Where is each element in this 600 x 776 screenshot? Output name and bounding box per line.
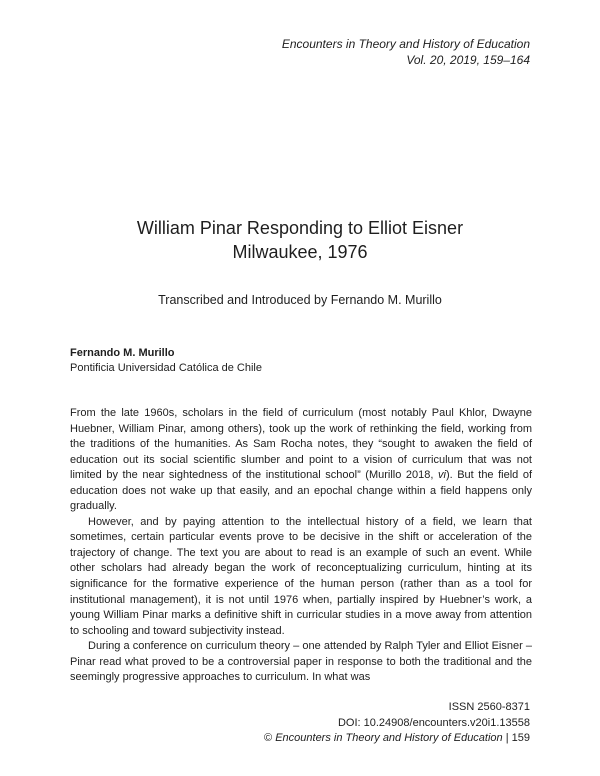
title-line-1: William Pinar Responding to Elliot Eisner [136, 218, 464, 238]
volume-info: Vol. 20, 2019, 159–164 [406, 53, 530, 67]
author-block [70, 346, 262, 376]
journal-name: Encounters in Theory and History of Education [281, 37, 530, 51]
author-affiliation: Pontificia Universidad Católica de Chile [70, 362, 262, 374]
article-subtitle: Transcribed and Introduced by Fernando M. Murillo [158, 293, 442, 307]
body-text [70, 406, 532, 686]
paragraph-2: However, and by paying attention to the intellectual history of a field, we learn that sometimes, certain particular events prove to be decisive in the shift or acceleration of the trajectory of change. The text you are about to read is an example of such an event. While other scholars had already began the work of reconceptualizing curriculum, hinting at its significance for the formative experience of the human person (rather than as a tool for institutional management), it is not until 1976 when, partially inspired by Huebner’s work, a young William Pinar marks a definitive shift in curricular studies in a move away from attention to schooling and toward subjectivity instead. [70, 515, 532, 637]
title-line-2: Milwaukee, 1976 [232, 242, 368, 262]
footer-journal-name: Encounters in Theory and History of Education [275, 732, 503, 744]
article-title [0, 216, 600, 264]
footer-journal-line [264, 731, 530, 747]
doi: DOI: 10.24908/encounters.v20i1.13558 [337, 716, 530, 729]
page-footer [264, 700, 530, 747]
author-name: Fernando M. Murillo [70, 347, 175, 359]
issn: ISSN 2560-8371 [448, 701, 530, 713]
paragraph-1-text-b: ). But the field of education does not wake up that easily, and an epochal change within a field happens only gradually. [70, 469, 532, 513]
citation-page: vi [437, 469, 446, 482]
paragraph-3: During a conference on curriculum theory – one attended by Ralph Tyler and Elliot Eisner – Pinar read what proved to be a controversial paper in response to both the traditional and the seemingly progressive approaches to curriculum. In what was [70, 640, 532, 684]
copyright-symbol: © [264, 732, 273, 744]
paragraph-1 [70, 406, 532, 515]
page-number: | 159 [502, 732, 530, 744]
journal-header [282, 36, 530, 68]
paragraph-1-text-a: From the late 1960s, scholars in the field of curriculum (most notably Paul Khlor, Dwayne Huebner, William Pinar, among others), took up the work of rethinking the field, working from the traditions of the humanities. As Sam Rocha notes, they “sought to awaken the field of education out its social scientific slumber and point to a vision of curriculum that was not limited by the near sightedness of the institutional school” (Murillo 2018, [70, 407, 532, 482]
